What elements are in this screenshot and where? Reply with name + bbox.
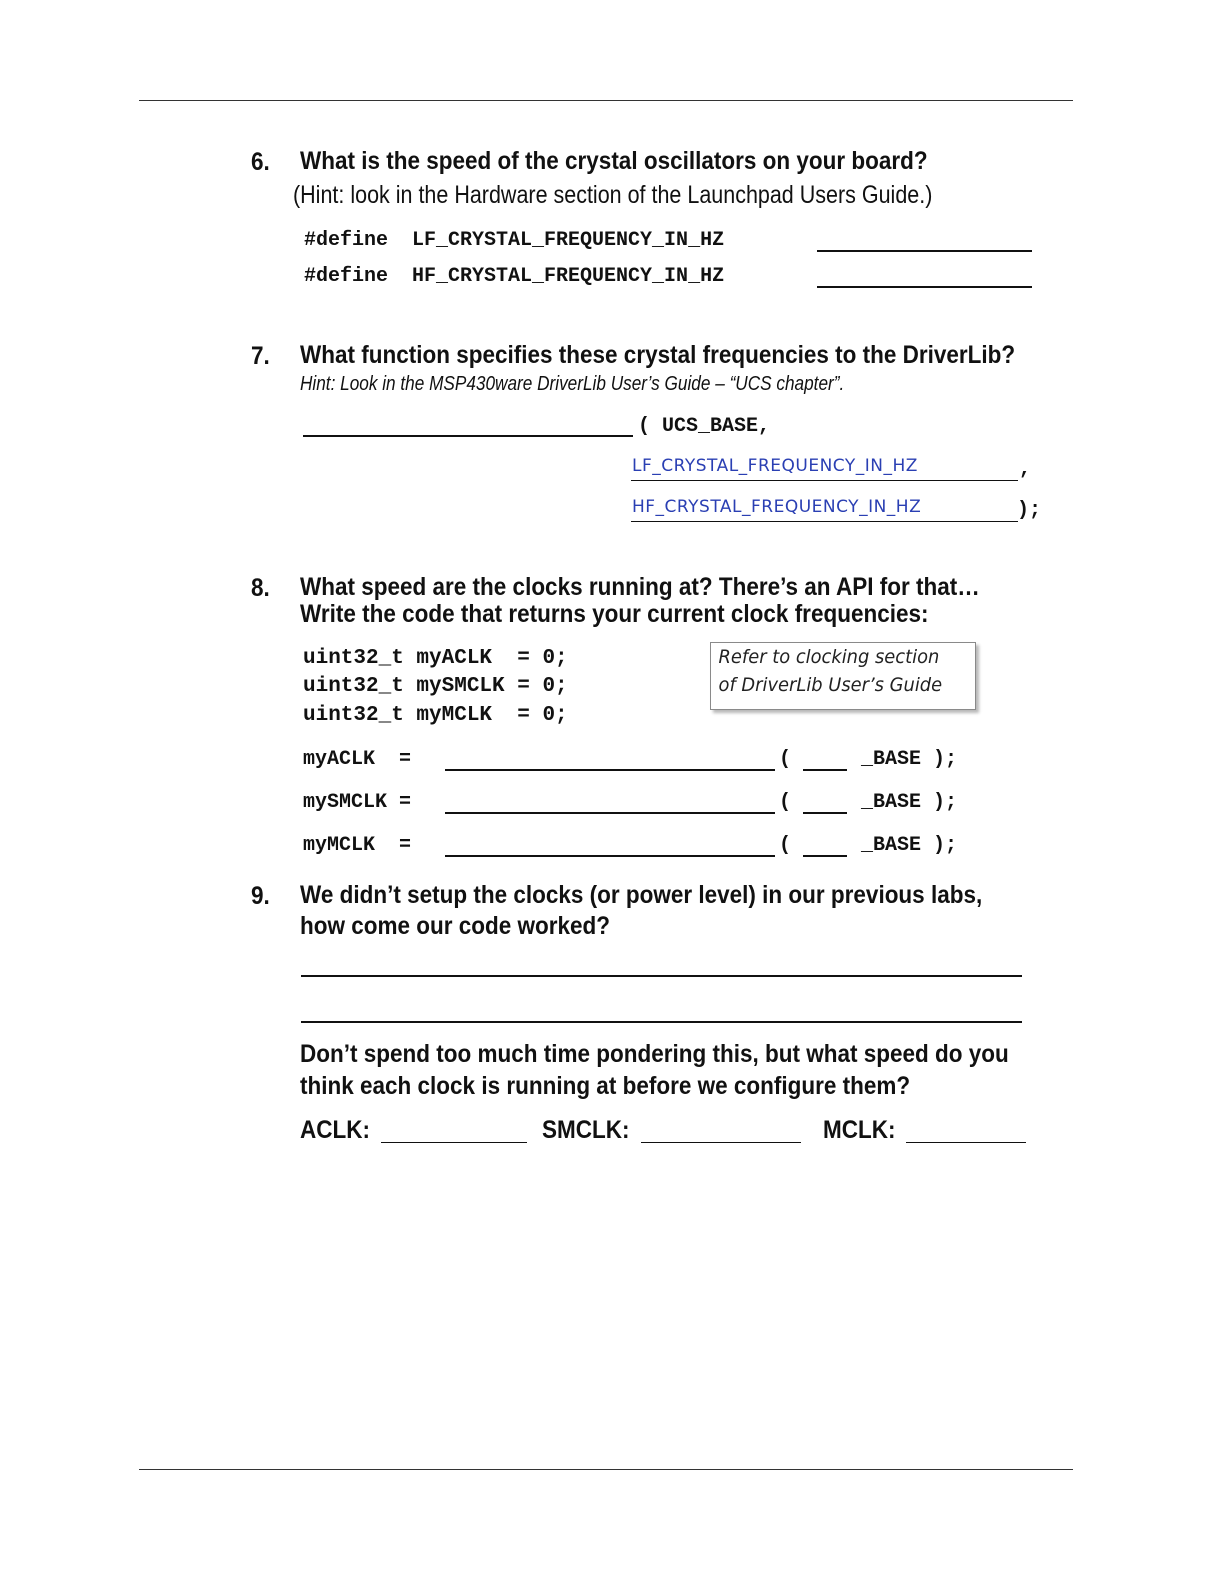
- q9-question-line2: how come our code worked?: [300, 912, 611, 940]
- q9-number: 9.: [251, 882, 270, 910]
- q8-assign-smclk-clock-blank[interactable]: [803, 812, 847, 814]
- q6-hint: (Hint: look in the Hardware section of the Launchpad Users Guide.): [293, 181, 933, 209]
- q6-hf-answer-blank[interactable]: [817, 286, 1032, 288]
- q9-followup-line1: Don’t spend too much time pondering this, but what speed do you: [300, 1040, 1009, 1068]
- q8-assign-smclk-lhs: mySMCLK =: [303, 791, 412, 814]
- q7-function-blank[interactable]: [303, 435, 633, 437]
- q6-lf-answer-blank[interactable]: [817, 250, 1032, 252]
- q7-arg-hf-underline: [631, 521, 1018, 522]
- q6-define-hf: #define HF_CRYSTAL_FREQUENCY_IN_HZ: [304, 265, 725, 288]
- q8-callout-line1: Refer to clocking section: [718, 646, 940, 668]
- q8-callout-box: [710, 642, 976, 710]
- header-rule: [139, 100, 1073, 101]
- q9-smclk-label: SMCLK:: [542, 1116, 630, 1144]
- q8-assign-mclk-lhs: myMCLK =: [303, 834, 412, 857]
- q8-number: 8.: [251, 574, 270, 602]
- q8-assign-aclk-clock-blank[interactable]: [803, 769, 847, 771]
- q9-followup-line2: think each clock is running at before we configure them?: [300, 1072, 911, 1100]
- q6-define-lf: #define LF_CRYSTAL_FREQUENCY_IN_HZ: [304, 229, 725, 252]
- q9-mclk-label: MCLK:: [823, 1116, 896, 1144]
- q9-aclk-blank[interactable]: [381, 1142, 527, 1143]
- q8-assign-mclk-clock-blank[interactable]: [803, 855, 847, 857]
- q8-decl-smclk: uint32_t mySMCLK = 0;: [303, 675, 568, 698]
- q7-question: What function specifies these crystal frequencies to the DriverLib?: [300, 341, 1016, 369]
- q8-assign-smclk-function-blank[interactable]: [445, 812, 775, 814]
- q7-arg-hf: HF_CRYSTAL_FREQUENCY_IN_HZ: [632, 497, 922, 517]
- q8-assign-mclk-function-blank[interactable]: [445, 855, 775, 857]
- q9-mclk-blank[interactable]: [906, 1142, 1026, 1143]
- q8-assign-aclk-open: (: [779, 748, 792, 771]
- q7-arg-lf-underline: [631, 480, 1018, 481]
- q9-question-line1: We didn’t setup the clocks (or power level) in our previous labs,: [300, 881, 983, 909]
- q8-assign-aclk-function-blank[interactable]: [445, 769, 775, 771]
- q9-answer-line-2[interactable]: [301, 1021, 1022, 1023]
- q7-arg-lf-comma: ,: [1019, 458, 1032, 481]
- q8-assign-aclk-base: _BASE );: [861, 748, 958, 771]
- q7-call-open: ( UCS_BASE,: [638, 415, 771, 438]
- q7-arg-hf-close: );: [1017, 499, 1042, 522]
- q8-decl-aclk: uint32_t myACLK = 0;: [303, 647, 568, 670]
- q9-aclk-label: ACLK:: [300, 1116, 370, 1144]
- q9-smclk-blank[interactable]: [641, 1142, 801, 1143]
- q8-assign-smclk-open: (: [779, 791, 792, 814]
- q8-question-line1: What speed are the clocks running at? There’s an API for that…: [300, 573, 980, 601]
- q8-question-line2: Write the code that returns your current clock frequencies:: [300, 600, 929, 628]
- q7-number: 7.: [251, 342, 270, 370]
- q8-decl-mclk: uint32_t myMCLK = 0;: [303, 704, 568, 727]
- q7-arg-lf: LF_CRYSTAL_FREQUENCY_IN_HZ: [632, 456, 918, 476]
- q6-question: What is the speed of the crystal oscillators on your board?: [300, 147, 928, 175]
- q7-hint: Hint: Look in the MSP430ware DriverLib User’s Guide – “UCS chapter”.: [300, 373, 845, 395]
- q8-callout-line2: of DriverLib User’s Guide: [718, 674, 943, 696]
- footer-rule: [139, 1469, 1073, 1470]
- q6-number: 6.: [251, 148, 270, 176]
- q8-assign-mclk-base: _BASE );: [861, 834, 958, 857]
- q8-assign-mclk-open: (: [779, 834, 792, 857]
- q8-assign-aclk-lhs: myACLK =: [303, 748, 412, 771]
- q8-assign-smclk-base: _BASE );: [861, 791, 958, 814]
- q9-answer-line-1[interactable]: [301, 975, 1022, 977]
